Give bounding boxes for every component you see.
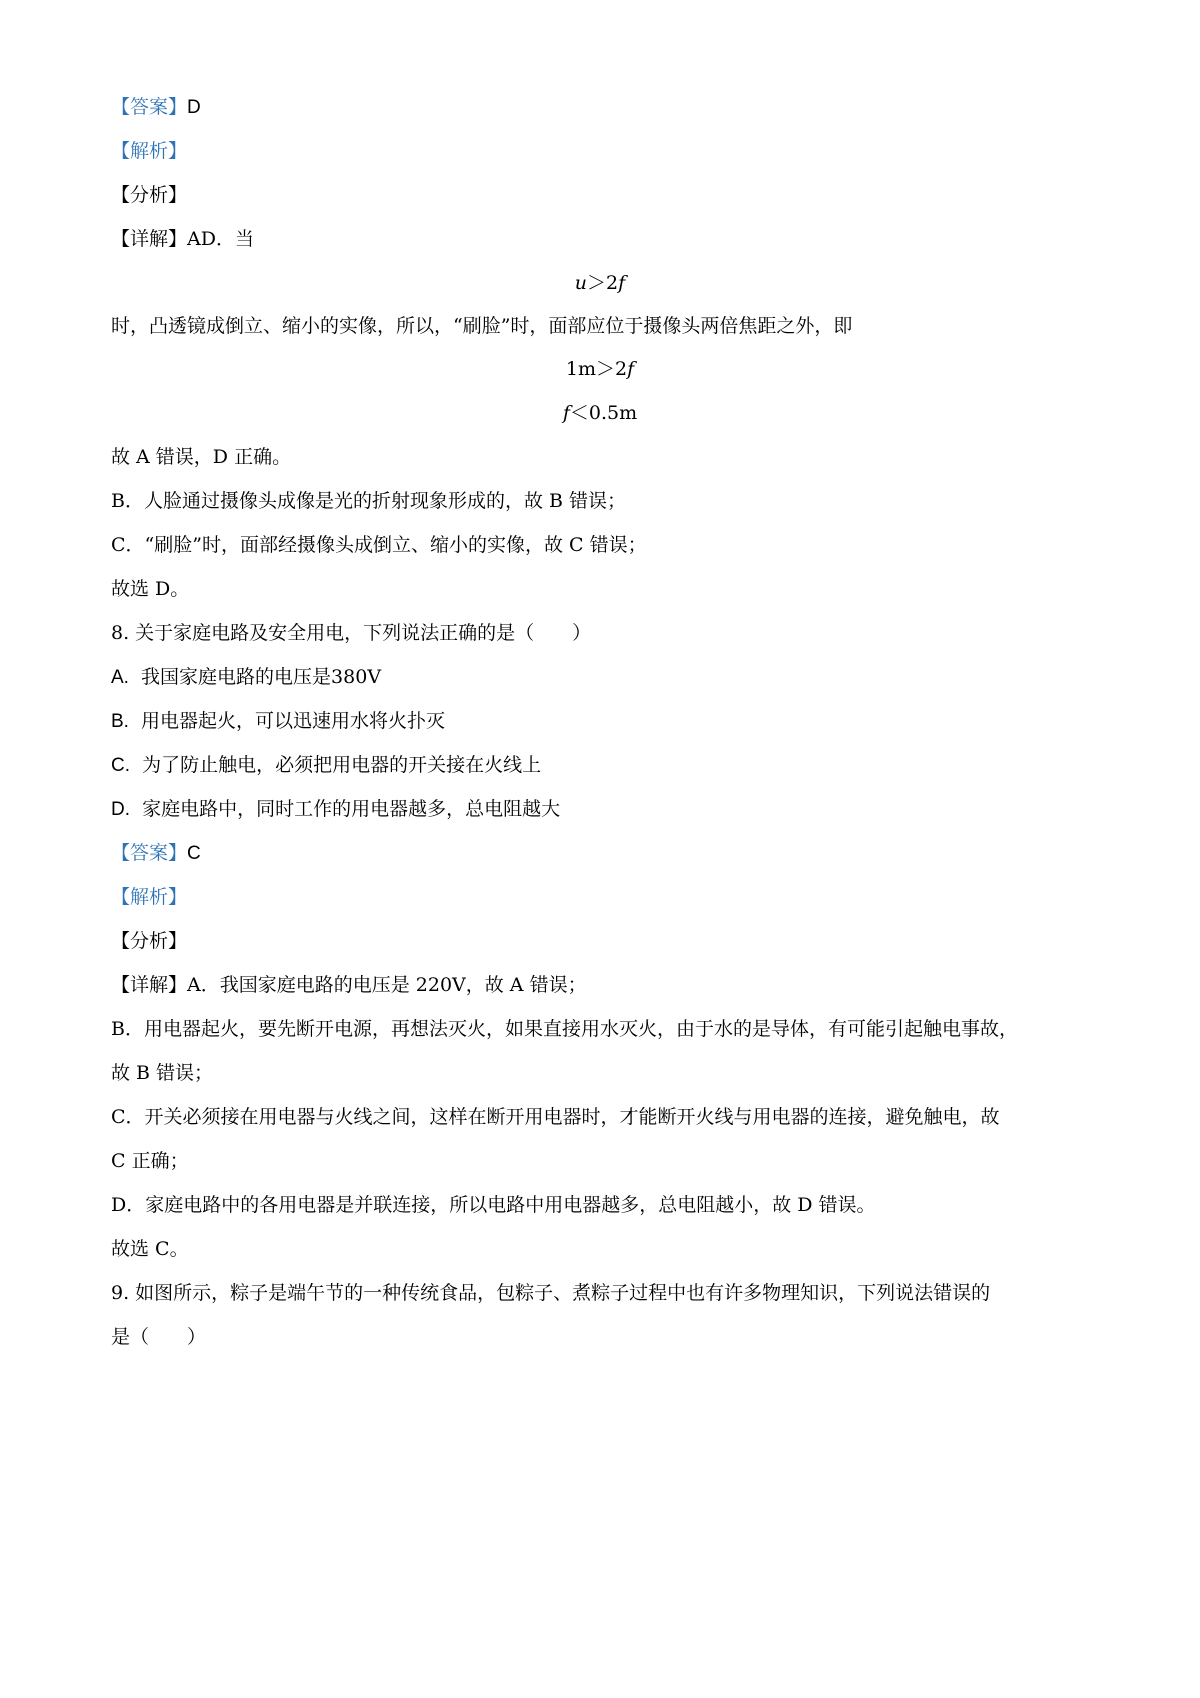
explanation-b: B．人脸通过摄像头成像是光的折射现象形成的，故 B 错误； (111, 490, 627, 512)
formula-var-f: f (562, 402, 570, 424)
option-c (111, 753, 541, 778)
answer-label: 【答案】 (111, 96, 188, 118)
option-letter: C. (111, 755, 130, 776)
formula-rest: ＞2 (587, 272, 619, 294)
formula-rest: ＜0.5m (569, 402, 638, 424)
text-line (111, 533, 647, 557)
analysis-label: 【解析】 (111, 140, 188, 162)
detail-c-line-2: C 正确； (111, 1150, 189, 1172)
text-line (111, 1017, 1018, 1041)
option-text: 家庭电路中，同时工作的用电器越多，总电阻越大 (142, 798, 561, 820)
detail-d: D．家庭电路中的各用电器是并联连接，所以电路中用电器越多，总电阻越小，故 D 错误。 (111, 1194, 876, 1216)
option-d (111, 797, 560, 822)
explanation-text: 时，凸透镜成倒立、缩小的实像，所以，“刷脸”时，面部应位于摄像头两倍焦距之外，即 (111, 315, 853, 337)
analysis-line (111, 139, 187, 163)
question-stem: 8. 关于家庭电路及安全用电，下列说法正确的是（ ） (111, 622, 592, 644)
detail-b-line-1: B．用电器起火，要先断开电源，再想法灭火，如果直接用水灭火，由于水的是导体，有可能引起触电事故， (111, 1018, 1018, 1040)
detail-label: 【详解】 (111, 228, 188, 250)
text-line (111, 1105, 1000, 1129)
option-letter: B. (111, 711, 129, 732)
text-line (111, 314, 852, 338)
answer-line (111, 841, 201, 866)
fenxi-label: 【分析】 (111, 930, 188, 952)
formula-1m-gt-2f (0, 357, 1200, 381)
option-letter: D. (111, 799, 130, 820)
detail-label: 【详解】 (111, 974, 188, 996)
text-line (111, 445, 291, 469)
answer-value: C (187, 843, 201, 864)
fenxi-line (111, 929, 187, 953)
formula-f-lt-0-5m (0, 401, 1200, 425)
formula-var-u: u (574, 272, 588, 294)
answer-value: D (187, 97, 201, 118)
detail-a: A．我国家庭电路的电压是 220V，故 A 错误； (187, 974, 587, 996)
analysis-line (111, 885, 187, 909)
text-line (111, 489, 626, 513)
detail-line (111, 227, 254, 251)
detail-intro: AD．当 (187, 228, 254, 250)
option-b (111, 709, 445, 734)
option-a (111, 665, 381, 690)
formula-var-f: f (618, 272, 626, 294)
formula-var-f: f (627, 358, 635, 380)
detail-c-line-1: C．开关必须接在用电器与火线之间，这样在断开用电器时，才能断开火线与用电器的连接，避免触电，故 (111, 1106, 1000, 1128)
answer-label: 【答案】 (111, 842, 188, 864)
detail-b-line-2: 故 B 错误； (111, 1062, 214, 1084)
conclusion-ad: 故 A 错误，D 正确。 (111, 446, 292, 468)
fenxi-label: 【分析】 (111, 184, 188, 206)
option-text: 为了防止触电，必须把用电器的开关接在火线上 (142, 754, 542, 776)
formula-u-gt-2f (0, 271, 1200, 295)
formula-pre: 1m＞2 (565, 358, 628, 380)
option-letter: A. (111, 667, 129, 688)
text-line (111, 1149, 189, 1173)
question-8-stem (111, 621, 591, 645)
final-choice: 故选 C。 (111, 1238, 189, 1260)
fenxi-line (111, 183, 187, 207)
question-stem: 9. 如图所示，粽子是端午节的一种传统食品，包粽子、煮粽子过程中也有许多物理知识，下列说法错误的 (111, 1282, 991, 1304)
text-line (111, 1237, 189, 1261)
text-line (111, 577, 189, 601)
answer-line (111, 95, 201, 120)
option-text: 我国家庭电路的电压是380V (141, 666, 382, 688)
final-choice: 故选 D。 (111, 578, 190, 600)
explanation-c: C．“刷脸”时，面部经摄像头成倒立、缩小的实像，故 C 错误； (111, 534, 647, 556)
question-stem: 是（ ） (111, 1326, 207, 1348)
text-line (111, 1061, 213, 1085)
question-9-stem-line-2 (111, 1325, 206, 1349)
detail-line (111, 973, 587, 997)
question-9-stem-line-1 (111, 1281, 990, 1305)
text-line (111, 1193, 876, 1217)
analysis-label: 【解析】 (111, 886, 188, 908)
option-text: 用电器起火，可以迅速用水将火扑灭 (141, 710, 446, 732)
